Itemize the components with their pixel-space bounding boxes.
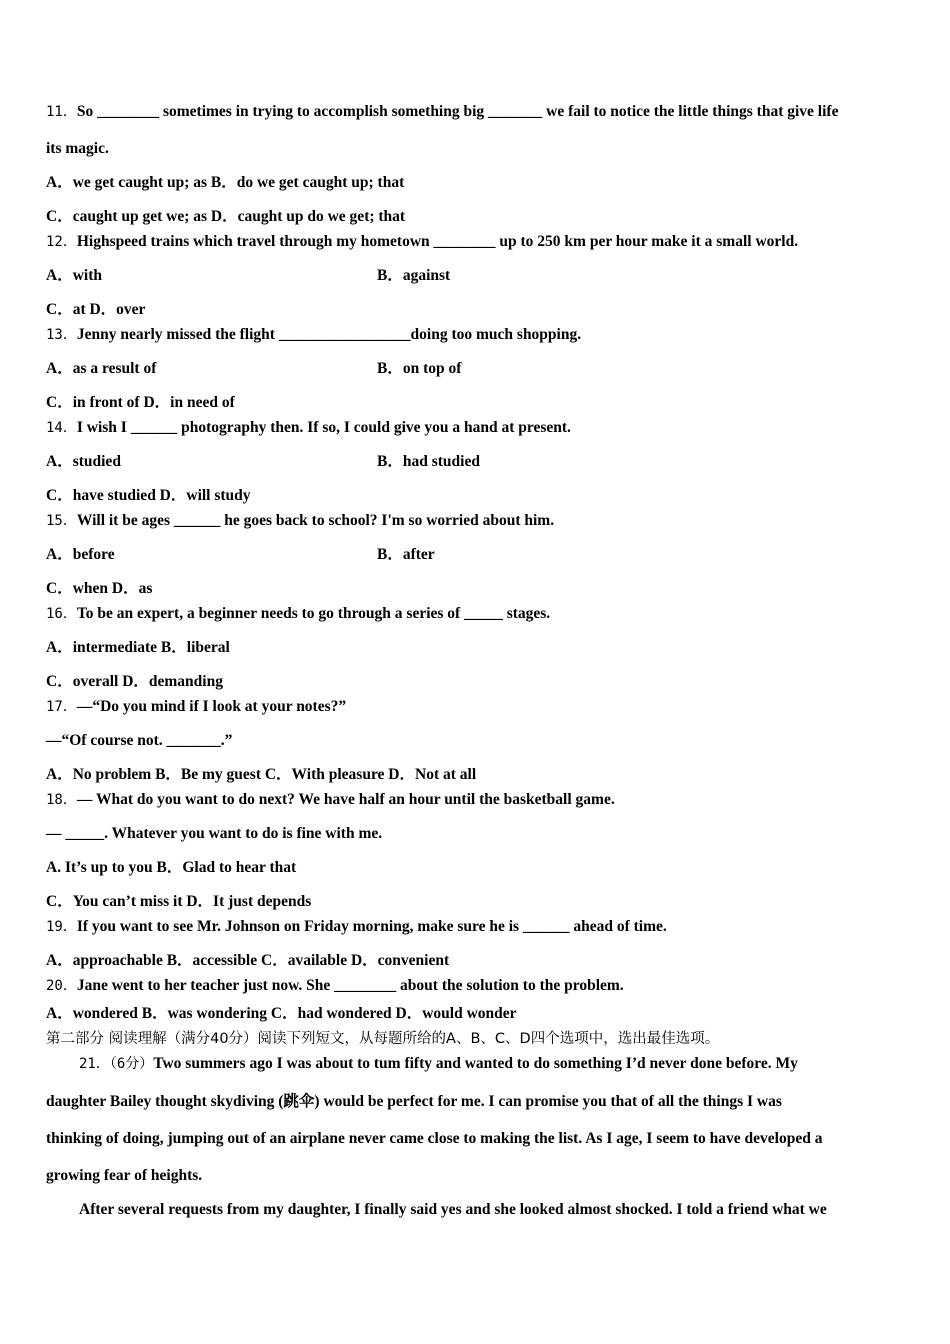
- question-number: 18．: [46, 792, 77, 808]
- question-19: [46, 917, 667, 937]
- options: A．wondered B．was wondering C．had wondered D．would wonder: [46, 1005, 517, 1022]
- option-b: B．against: [377, 267, 451, 284]
- question-stem: I wish I ______ photography then. If so, I could give you a hand at present.: [76, 419, 571, 436]
- option-a: A．with: [46, 267, 102, 284]
- question-number: 16．: [46, 606, 77, 622]
- question-stem: Jenny nearly missed the flight _________________doing too much shopping.: [76, 326, 582, 343]
- options-ab: A．intermediate B．liberal: [46, 639, 230, 656]
- options-cd: C．in front of D．in need of: [46, 394, 235, 411]
- question-number: 15．: [46, 513, 77, 529]
- question-stem: Highspeed trains which travel through my hometown ________ up to 250 km per hour make it a small world.: [76, 233, 799, 250]
- option-a: A．as a result of: [46, 360, 157, 377]
- option-a: A．before: [46, 546, 115, 563]
- passage-line: daughter Bailey thought skydiving (跳伞) would be perfect for me. I can promise you that of all the things I was: [46, 1093, 782, 1110]
- question-number: 11．: [46, 104, 77, 120]
- passage-line: After several requests from my daughter, I finally said yes and she looked almost shocked. I told a friend what we: [79, 1201, 827, 1218]
- question-number: 19．: [46, 919, 77, 935]
- passage-line: growing fear of heights.: [46, 1167, 203, 1184]
- question-16: [46, 604, 550, 624]
- question-stem: — What do you want to do next? We have half an hour until the basketball game.: [76, 791, 615, 808]
- options-cd: C．when D．as: [46, 580, 153, 597]
- section-heading: 第二部分 阅读理解（满分40分）阅读下列短文，从每题所给的A、B、C、D四个选项中，选出最佳选项。: [46, 1031, 720, 1047]
- options-ab: A．we get caught up; as B．do we get caught up; that: [46, 174, 405, 191]
- question-stem: So ________ sometimes in trying to accomplish something big _______ we fail to notice the little things that give life: [76, 103, 839, 120]
- question-stem: —“Do you mind if I look at your notes?”: [76, 698, 347, 715]
- question-number: 21．（6分）: [79, 1056, 154, 1072]
- passage-line: Two summers ago I was about to tum fifty and wanted to do something I’d never done before. My: [153, 1055, 798, 1072]
- question-13: [46, 325, 581, 345]
- question-stem: To be an expert, a beginner needs to go through a series of _____ stages.: [76, 605, 551, 622]
- option-b: B．on top of: [377, 360, 462, 377]
- question-stem: Will it be ages ______ he goes back to school? I'm so worried about him.: [76, 512, 555, 529]
- options-cd: C．at D．over: [46, 301, 146, 318]
- options-cd: C．overall D．demanding: [46, 673, 223, 690]
- options-cd: C．caught up get we; as D．caught up do we get; that: [46, 208, 406, 225]
- option-b: B．after: [377, 546, 435, 563]
- passage-line: thinking of doing, jumping out of an airplane never came close to making the list. As I age, I seem to have developed a: [46, 1130, 823, 1147]
- options-ab: A. It’s up to you B．Glad to hear that: [46, 859, 297, 876]
- question-number: 13．: [46, 327, 77, 343]
- question-stem: If you want to see Mr. Johnson on Friday morning, make sure he is ______ ahead of time.: [76, 918, 667, 935]
- option-a: A．studied: [46, 453, 121, 470]
- question-number: 17．: [46, 699, 77, 715]
- question-stem: Jane went to her teacher just now. She ________ about the solution to the problem.: [76, 977, 624, 994]
- question-21: [79, 1054, 798, 1074]
- options-cd: C．have studied D．will study: [46, 487, 251, 504]
- question-20: [46, 976, 624, 996]
- dialogue-reply: —“Of course not. _______.”: [46, 732, 233, 749]
- question-15: [46, 511, 554, 531]
- question-11: [46, 102, 838, 122]
- option-b: B．had studied: [377, 453, 480, 470]
- options: A．No problem B．Be my guest C．With pleasure D．Not at all: [46, 766, 477, 783]
- question-11-continued: its magic.: [46, 140, 109, 157]
- question-14: [46, 418, 571, 438]
- options: A．approachable B．accessible C．available D．convenient: [46, 952, 450, 969]
- options-cd: C．You can’t miss it D．It just depends: [46, 893, 312, 910]
- question-12: [46, 232, 798, 252]
- question-number: 20．: [46, 978, 77, 994]
- question-number: 12．: [46, 234, 77, 250]
- question-number: 14．: [46, 420, 77, 436]
- dialogue-reply: — _____. Whatever you want to do is fine with me.: [46, 825, 383, 842]
- question-17: [46, 697, 346, 717]
- question-18: [46, 790, 615, 810]
